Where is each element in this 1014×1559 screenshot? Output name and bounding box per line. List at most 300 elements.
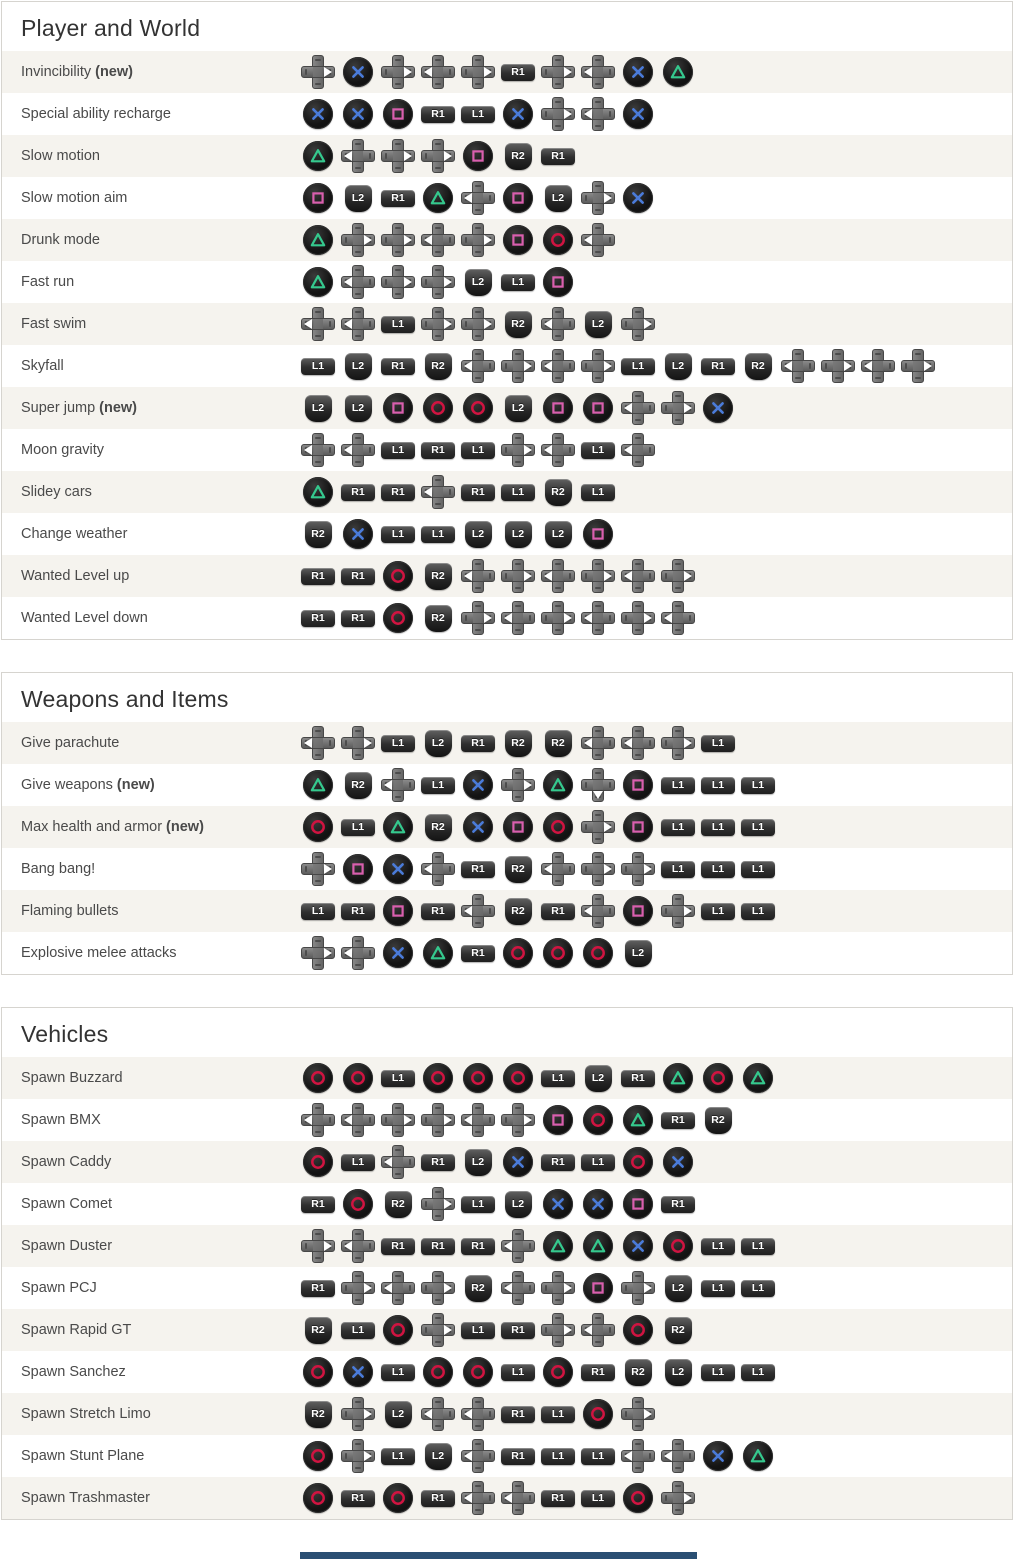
dpad-left-icon [461, 1439, 495, 1473]
cheat-row [2, 51, 1012, 93]
circle-button-icon [303, 812, 333, 842]
l1-button-icon: L1 [381, 1364, 415, 1381]
cheat-name-text: Give parachute [21, 735, 120, 751]
r1-button-icon: R1 [461, 484, 495, 501]
circle-button-icon [383, 1483, 413, 1513]
l1-button-icon: L1 [381, 442, 415, 459]
l1-button-icon: L1 [381, 1070, 415, 1087]
dpad-right-icon [501, 349, 535, 383]
circle-button-icon [423, 1357, 453, 1387]
r1-button-icon: R1 [381, 358, 415, 375]
l1-button-icon: L1 [381, 1448, 415, 1465]
cheat-row [2, 722, 1012, 764]
dpad-right-icon [341, 1271, 375, 1305]
button-sequence [301, 601, 695, 635]
cheat-name-text: Wanted Level up [21, 568, 130, 584]
dpad-left-icon [621, 1439, 655, 1473]
dpad-right-icon [381, 265, 415, 299]
triangle-button-icon [543, 770, 573, 800]
l1-button-icon: L1 [741, 777, 775, 794]
button-sequence [301, 307, 655, 341]
button-sequence [301, 559, 695, 593]
l1-button-icon: L1 [461, 442, 495, 459]
circle-button-icon [663, 1231, 693, 1261]
dpad-right-icon [501, 559, 535, 593]
r1-button-icon: R1 [341, 610, 375, 627]
square-button-icon [583, 1273, 613, 1303]
cheat-row [2, 1351, 1012, 1393]
dpad-left-icon [621, 433, 655, 467]
l1-button-icon: L1 [301, 903, 335, 920]
cheat-row [2, 806, 1012, 848]
button-sequence [301, 1313, 695, 1347]
r1-button-icon: R1 [341, 903, 375, 920]
square-button-icon [503, 225, 533, 255]
cheat-name [2, 316, 301, 332]
cheat-name [2, 1112, 301, 1128]
r1-button-icon: R1 [501, 1322, 535, 1339]
dpad-left-icon [501, 1229, 535, 1263]
circle-button-icon [423, 393, 453, 423]
x-button-icon [703, 1441, 733, 1471]
button-sequence [301, 768, 775, 802]
button-sequence [301, 894, 775, 928]
dpad-left-icon [421, 223, 455, 257]
r2-button-icon: R2 [425, 563, 452, 590]
dpad-left-icon [501, 1271, 535, 1305]
l2-button-icon: L2 [465, 1149, 492, 1176]
circle-button-icon [543, 938, 573, 968]
x-button-icon [463, 770, 493, 800]
r1-button-icon: R1 [421, 106, 455, 123]
l2-button-icon: L2 [625, 940, 652, 967]
dpad-left-icon [501, 601, 535, 635]
x-button-icon [623, 183, 653, 213]
l1-button-icon: L1 [741, 1238, 775, 1255]
r2-button-icon: R2 [465, 1275, 492, 1302]
r2-button-icon: R2 [625, 1359, 652, 1386]
dpad-left-icon [541, 433, 575, 467]
dpad-right-icon [421, 1187, 455, 1221]
cheat-name [2, 148, 301, 164]
circle-button-icon [343, 1063, 373, 1093]
partial-bottom-bar [300, 1552, 697, 1559]
dpad-right-icon [301, 936, 335, 970]
x-button-icon [663, 1147, 693, 1177]
cheat-tables-page [0, 1, 1014, 1559]
r1-button-icon: R1 [701, 358, 735, 375]
square-button-icon [623, 812, 653, 842]
l1-button-icon: L1 [541, 1448, 575, 1465]
dpad-left-icon [341, 139, 375, 173]
dpad-right-icon [341, 223, 375, 257]
cheat-name-text: Fast swim [21, 316, 87, 332]
triangle-button-icon [303, 477, 333, 507]
dpad-right-icon [421, 1313, 455, 1347]
button-sequence [301, 1357, 775, 1387]
cheat-name [2, 735, 301, 751]
square-button-icon [543, 393, 573, 423]
cheat-name-text: Flaming bullets [21, 903, 119, 919]
cheat-row [2, 177, 1012, 219]
r1-button-icon: R1 [541, 903, 575, 920]
cheat-rows [2, 722, 1012, 974]
button-sequence [301, 181, 655, 215]
dpad-left-icon [461, 1397, 495, 1431]
triangle-button-icon [743, 1063, 773, 1093]
l1-button-icon: L1 [501, 274, 535, 291]
dpad-right-icon [461, 307, 495, 341]
dpad-left-icon [581, 1313, 615, 1347]
dpad-left-icon [341, 936, 375, 970]
r1-button-icon: R1 [421, 1238, 455, 1255]
r1-button-icon: R1 [301, 1280, 335, 1297]
triangle-button-icon [623, 1105, 653, 1135]
cheat-name [2, 400, 301, 416]
cheat-name [2, 1196, 301, 1212]
dpad-right-icon [301, 1229, 335, 1263]
x-button-icon [623, 1231, 653, 1261]
dpad-left-icon [461, 349, 495, 383]
dpad-right-icon [621, 601, 655, 635]
l1-button-icon: L1 [341, 1322, 375, 1339]
r2-button-icon: R2 [305, 1317, 332, 1344]
dpad-right-icon [661, 559, 695, 593]
cheat-name-text: Slow motion aim [21, 190, 128, 206]
l2-button-icon: L2 [425, 730, 452, 757]
circle-button-icon [583, 938, 613, 968]
dpad-left-icon [341, 433, 375, 467]
cheat-row [2, 1141, 1012, 1183]
button-sequence [301, 1271, 775, 1305]
cheat-row [2, 1477, 1012, 1519]
dpad-left-icon [661, 1439, 695, 1473]
sections [0, 1, 1014, 1520]
cheat-row [2, 1057, 1012, 1099]
cheat-name [2, 1364, 301, 1380]
cheat-row [2, 135, 1012, 177]
cheat-name [2, 274, 301, 290]
dpad-left-icon [461, 559, 495, 593]
r1-button-icon: R1 [661, 1196, 695, 1213]
dpad-left-icon [461, 1103, 495, 1137]
dpad-left-icon [581, 97, 615, 131]
cheat-name [2, 568, 301, 584]
dpad-right-icon [501, 433, 535, 467]
l1-button-icon: L1 [661, 819, 695, 836]
r2-button-icon: R2 [305, 521, 332, 548]
dpad-left-icon [781, 349, 815, 383]
l2-button-icon: L2 [585, 1065, 612, 1092]
dpad-left-icon [541, 349, 575, 383]
dpad-left-icon [421, 1397, 455, 1431]
dpad-right-icon [581, 810, 615, 844]
dpad-down-icon [581, 768, 615, 802]
r1-button-icon: R1 [301, 610, 335, 627]
x-button-icon [583, 1189, 613, 1219]
cheat-row [2, 345, 1012, 387]
x-button-icon [463, 812, 493, 842]
circle-button-icon [383, 561, 413, 591]
dpad-right-icon [341, 1397, 375, 1431]
cheat-name [2, 903, 301, 919]
dpad-right-icon [301, 852, 335, 886]
l1-button-icon: L1 [741, 819, 775, 836]
section-header [2, 673, 1012, 722]
l1-button-icon: L1 [701, 819, 735, 836]
x-button-icon [343, 1357, 373, 1387]
l1-button-icon: L1 [581, 1154, 615, 1171]
dpad-left-icon [541, 307, 575, 341]
triangle-button-icon [663, 57, 693, 87]
r2-button-icon: R2 [425, 605, 452, 632]
section-title: Vehicles [21, 1021, 109, 1047]
x-button-icon [703, 393, 733, 423]
dpad-left-icon [501, 1481, 535, 1515]
triangle-button-icon [663, 1063, 693, 1093]
button-sequence [301, 726, 735, 760]
dpad-left-icon [381, 768, 415, 802]
button-sequence [301, 97, 655, 131]
r2-button-icon: R2 [505, 311, 532, 338]
cheat-rows [2, 1057, 1012, 1519]
dpad-right-icon [901, 349, 935, 383]
r2-button-icon: R2 [505, 143, 532, 170]
l1-button-icon: L1 [701, 1238, 735, 1255]
circle-button-icon [623, 1147, 653, 1177]
triangle-button-icon [423, 183, 453, 213]
l2-button-icon: L2 [345, 185, 372, 212]
cheat-name-text: Spawn Trashmaster [21, 1490, 150, 1506]
l1-button-icon: L1 [421, 526, 455, 543]
square-button-icon [303, 183, 333, 213]
cheat-name-text: Spawn Stretch Limo [21, 1406, 151, 1422]
cheat-name-text: Invincibility [21, 64, 92, 80]
x-button-icon [343, 519, 373, 549]
button-sequence [301, 1187, 695, 1221]
l1-button-icon: L1 [461, 106, 495, 123]
l1-button-icon: L1 [741, 1364, 775, 1381]
cheat-name [2, 1238, 301, 1254]
cheat-name-text: Change weather [21, 526, 128, 542]
l1-button-icon: L1 [741, 903, 775, 920]
button-sequence [301, 223, 615, 257]
cheat-name [2, 106, 301, 122]
square-button-icon [623, 770, 653, 800]
circle-button-icon [303, 1483, 333, 1513]
section-header [2, 1008, 1012, 1057]
square-button-icon [343, 854, 373, 884]
l1-button-icon: L1 [341, 1154, 375, 1171]
button-sequence [301, 475, 615, 509]
dpad-right-icon [461, 223, 495, 257]
button-sequence [301, 1103, 735, 1137]
r2-button-icon: R2 [745, 353, 772, 380]
cheat-row [2, 764, 1012, 806]
dpad-left-icon [341, 1103, 375, 1137]
dpad-left-icon [301, 307, 335, 341]
button-sequence [301, 1229, 775, 1263]
circle-button-icon [583, 1105, 613, 1135]
button-sequence [301, 810, 775, 844]
square-button-icon [383, 99, 413, 129]
dpad-right-icon [421, 139, 455, 173]
r1-button-icon: R1 [301, 1196, 335, 1213]
cheat-name [2, 1070, 301, 1086]
dpad-right-icon [341, 726, 375, 760]
r1-button-icon: R1 [341, 484, 375, 501]
l1-button-icon: L1 [701, 903, 735, 920]
cheat-name-text: Spawn Sanchez [21, 1364, 126, 1380]
dpad-right-icon [621, 307, 655, 341]
l1-button-icon: L1 [701, 777, 735, 794]
r1-button-icon: R1 [621, 1070, 655, 1087]
cheat-row [2, 513, 1012, 555]
dpad-right-icon [621, 1397, 655, 1431]
cheat-name-text: Slidey cars [21, 484, 92, 500]
r1-button-icon: R1 [541, 1154, 575, 1171]
dpad-left-icon [621, 559, 655, 593]
dpad-left-icon [461, 894, 495, 928]
circle-button-icon [463, 393, 493, 423]
r1-button-icon: R1 [541, 148, 575, 165]
circle-button-icon [343, 1189, 373, 1219]
triangle-button-icon [303, 141, 333, 171]
button-sequence [301, 852, 775, 886]
square-button-icon [383, 896, 413, 926]
l1-button-icon: L1 [701, 735, 735, 752]
cheat-name-text: Drunk mode [21, 232, 100, 248]
r1-button-icon: R1 [461, 735, 495, 752]
triangle-button-icon [303, 267, 333, 297]
section-weapons-and-items [1, 672, 1013, 975]
l2-button-icon: L2 [665, 353, 692, 380]
section-header [2, 2, 1012, 51]
dpad-right-icon [341, 1439, 375, 1473]
dpad-right-icon [541, 601, 575, 635]
r1-button-icon: R1 [341, 568, 375, 585]
dpad-left-icon [421, 852, 455, 886]
circle-button-icon [303, 1357, 333, 1387]
cheat-name [2, 64, 301, 80]
dpad-right-icon [381, 1103, 415, 1137]
cheat-row [2, 387, 1012, 429]
cheat-name [2, 1154, 301, 1170]
button-sequence [301, 1481, 695, 1515]
cheat-row [2, 890, 1012, 932]
dpad-right-icon [581, 181, 615, 215]
dpad-right-icon [661, 894, 695, 928]
r1-button-icon: R1 [581, 1364, 615, 1381]
cheat-name-text: Spawn Rapid GT [21, 1322, 132, 1338]
dpad-left-icon [661, 601, 695, 635]
cheat-name-text: Slow motion [21, 148, 100, 164]
square-button-icon [383, 393, 413, 423]
l1-button-icon: L1 [661, 861, 695, 878]
cheat-name [2, 190, 301, 206]
cheat-name [2, 1490, 301, 1506]
cheat-name-text: Max health and armor [21, 819, 163, 835]
r1-button-icon: R1 [421, 1490, 455, 1507]
button-sequence [301, 139, 575, 173]
dpad-left-icon [621, 391, 655, 425]
dpad-right-icon [381, 223, 415, 257]
r2-button-icon: R2 [545, 479, 572, 506]
cheat-row [2, 1225, 1012, 1267]
cheat-name [2, 232, 301, 248]
square-button-icon [583, 393, 613, 423]
x-button-icon [543, 1189, 573, 1219]
x-button-icon [503, 99, 533, 129]
x-button-icon [303, 99, 333, 129]
square-button-icon [503, 183, 533, 213]
triangle-button-icon [743, 1441, 773, 1471]
l1-button-icon: L1 [581, 1448, 615, 1465]
cheat-name-text: Spawn Duster [21, 1238, 113, 1254]
dpad-right-icon [501, 1103, 535, 1137]
l1-button-icon: L1 [701, 1364, 735, 1381]
cheat-row [2, 93, 1012, 135]
r1-button-icon: R1 [501, 1406, 535, 1423]
l2-button-icon: L2 [665, 1275, 692, 1302]
circle-button-icon [543, 225, 573, 255]
r2-button-icon: R2 [505, 898, 532, 925]
l2-button-icon: L2 [465, 521, 492, 548]
x-button-icon [383, 854, 413, 884]
button-sequence [301, 1063, 775, 1093]
dpad-left-icon [581, 55, 615, 89]
dpad-left-icon [461, 1481, 495, 1515]
square-button-icon [543, 267, 573, 297]
section-player-and-world [1, 1, 1013, 640]
x-button-icon [623, 99, 653, 129]
circle-button-icon [623, 1315, 653, 1345]
l1-button-icon: L1 [381, 316, 415, 333]
new-badge: (new) [166, 819, 204, 835]
dpad-left-icon [461, 181, 495, 215]
l1-button-icon: L1 [461, 1196, 495, 1213]
dpad-right-icon [541, 97, 575, 131]
circle-button-icon [703, 1063, 733, 1093]
cheat-name-text: Give weapons [21, 777, 113, 793]
circle-button-icon [543, 812, 573, 842]
cheat-name [2, 442, 301, 458]
triangle-button-icon [423, 938, 453, 968]
cheat-name-text: Spawn BMX [21, 1112, 101, 1128]
cheat-name-text: Special ability recharge [21, 106, 171, 122]
cheat-row [2, 1393, 1012, 1435]
dpad-right-icon [461, 55, 495, 89]
l1-button-icon: L1 [301, 358, 335, 375]
dpad-right-icon [581, 852, 615, 886]
button-sequence [301, 349, 935, 383]
r2-button-icon: R2 [385, 1191, 412, 1218]
l1-button-icon: L1 [581, 1490, 615, 1507]
dpad-left-icon [581, 726, 615, 760]
circle-button-icon [383, 1315, 413, 1345]
dpad-left-icon [341, 307, 375, 341]
circle-button-icon [543, 1357, 573, 1387]
r1-button-icon: R1 [461, 945, 495, 962]
l2-button-icon: L2 [505, 521, 532, 548]
button-sequence [301, 1439, 775, 1473]
l1-button-icon: L1 [701, 861, 735, 878]
r1-button-icon: R1 [501, 1448, 535, 1465]
l1-button-icon: L1 [381, 526, 415, 543]
cheat-row [2, 1267, 1012, 1309]
cheat-name [2, 777, 301, 793]
dpad-right-icon [381, 55, 415, 89]
